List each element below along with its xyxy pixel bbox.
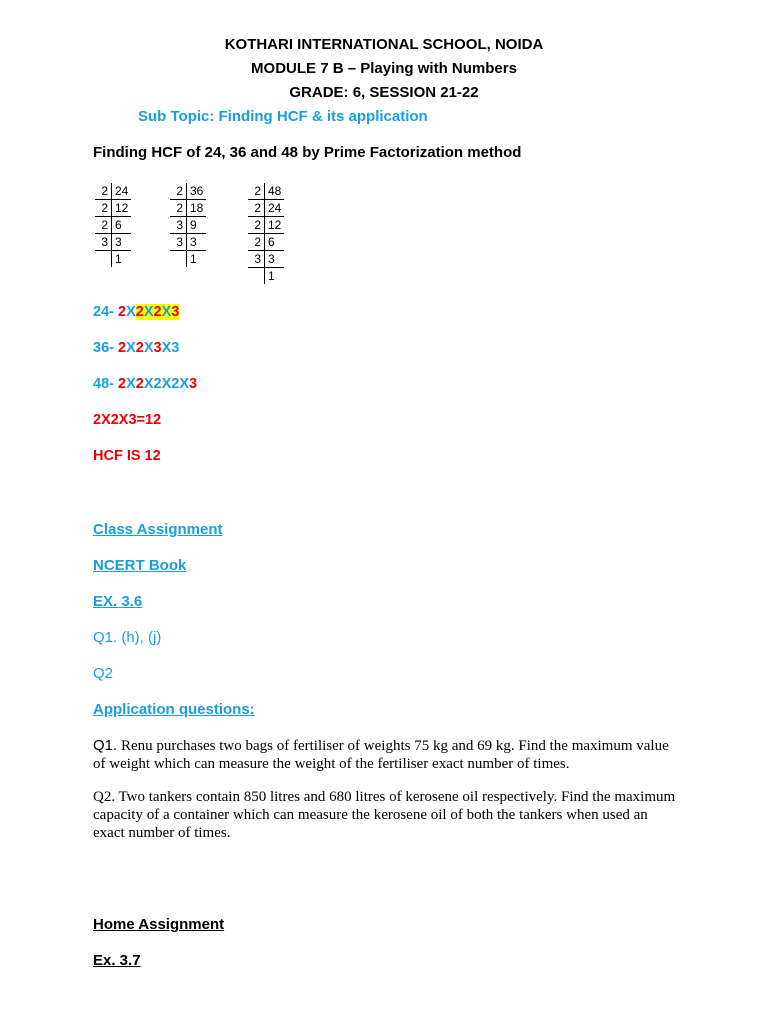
ladder-dividend: 36: [187, 183, 207, 200]
ladder-divisor: 2: [248, 200, 265, 217]
home-assignment-link[interactable]: Home Assignment: [93, 916, 225, 933]
ladder-dividend: 12: [265, 217, 285, 234]
ladder-final: 1: [115, 252, 122, 266]
grade-session: GRADE: 6, SESSION 21-22: [289, 84, 479, 101]
ladder-dividend: 6: [112, 217, 132, 234]
ncert-book-link[interactable]: NCERT Book: [93, 557, 187, 574]
ladder-dividend: 9: [187, 217, 207, 234]
hcf-result: HCF IS 12: [93, 448, 161, 464]
class-assignment-link[interactable]: Class Assignment: [93, 521, 223, 538]
factorization-36: 36- 2X2X3X3: [93, 340, 180, 356]
application-q1-text: Renu purchases two bags of fertiliser of weights 75 kg and 69 kg. Find the maximum value of weight which can measure the weight of the fertiliser exact number of times.: [93, 738, 669, 772]
ladder-final: 1: [268, 269, 275, 283]
factorization-48: 48- 2X2X2X2X3: [93, 376, 198, 392]
ladder-dividend: 24: [112, 183, 132, 200]
method-title: Finding HCF of 24, 36 and 48 by Prime Factorization method: [93, 144, 522, 161]
ladder-divisor: 2: [95, 217, 112, 234]
ladder-final: 1: [190, 252, 197, 266]
ladder-divisor: 2: [95, 200, 112, 217]
ladder-dividend: 3: [187, 234, 207, 251]
ladder-dividend: 48: [265, 183, 285, 200]
ladder-divisor: 2: [170, 200, 187, 217]
ladder-dividend: 6: [265, 234, 285, 251]
ladder-divisor: 2: [248, 183, 265, 200]
ladder-divisor: 3: [95, 234, 112, 251]
module-title: MODULE 7 B – Playing with Numbers: [251, 60, 517, 77]
ladder-dividend: 18: [187, 200, 207, 217]
ladder-dividend: 24: [265, 200, 285, 217]
exercise-3-6-link[interactable]: EX. 3.6: [93, 593, 143, 610]
ladder-divisor: 2: [248, 217, 265, 234]
ladder-48: [248, 183, 284, 284]
ladder-divisor: 3: [170, 234, 187, 251]
ladder-dividend: 3: [265, 251, 285, 268]
exercise-3-7-link[interactable]: Ex. 3.7: [93, 952, 141, 969]
ladder-divisor: 2: [248, 234, 265, 251]
common-product: 2X2X3=12: [93, 412, 162, 428]
class-q1: Q1. (h), (j): [93, 629, 162, 646]
application-q1-label: Q1.: [93, 737, 118, 754]
subtopic: Sub Topic: Finding HCF & its application: [138, 108, 428, 125]
ladder-24: [95, 183, 131, 267]
ladder-divisor: 3: [248, 251, 265, 268]
factorization-24: 24- 2X2X2X3: [93, 304, 180, 320]
ladder-divisor: 2: [170, 183, 187, 200]
application-questions-link[interactable]: Application questions:: [93, 701, 255, 718]
application-q2: Q2. Two tankers contain 850 litres and 680 litres of kerosene oil respectively. Find the maximum capacity of a container which can measure the kerosene oil of both the tankers when used an exact number of times.: [93, 789, 676, 841]
ladder-dividend: 12: [112, 200, 132, 217]
class-q2: Q2: [93, 665, 114, 682]
ladder-dividend: 3: [112, 234, 132, 251]
ladder-divisor: 2: [95, 183, 112, 200]
ladder-divisor: 3: [170, 217, 187, 234]
school-name: KOTHARI INTERNATIONAL SCHOOL, NOIDA: [224, 36, 544, 53]
ladder-36: [170, 183, 206, 267]
application-q1: [93, 737, 678, 773]
